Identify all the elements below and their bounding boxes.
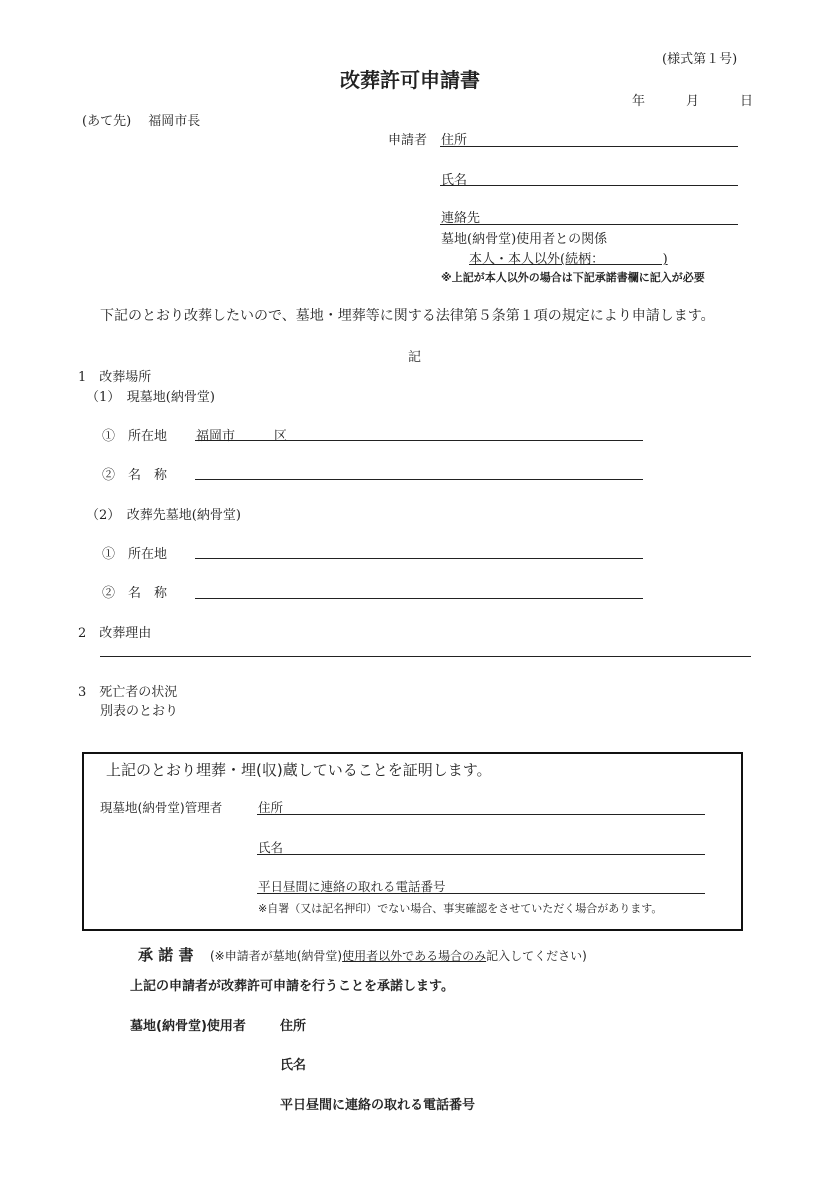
date-day: 日: [740, 94, 754, 109]
section-2-heading: 2 改葬理由: [78, 626, 152, 641]
current-name-field[interactable]: [195, 479, 643, 480]
certificate-heading: 上記のとおり埋葬・埋(収)蔵していることを証明します。: [106, 761, 492, 779]
current-location-label: ① 所在地: [102, 429, 168, 444]
reason-field[interactable]: [100, 656, 751, 657]
relation-options[interactable]: 本人・本人以外(続柄： ): [469, 252, 668, 267]
new-name-label: ② 名 称: [102, 586, 168, 601]
consent-note-suffix: 記入してください): [486, 949, 587, 963]
certificate-note: ※自署（又は記名押印）でない場合、事実確認をさせていただく場合があります。: [258, 902, 663, 915]
ki-label: 記: [408, 350, 422, 365]
applicant-contact-field[interactable]: [440, 224, 738, 225]
applicant-address-field[interactable]: [440, 146, 738, 147]
applicant-label: 申請者: [388, 133, 428, 148]
manager-phone-label: 平日昼間に連絡の取れる電話番号: [258, 879, 446, 894]
form-number: (様式第１号): [662, 52, 738, 67]
date-month: 月: [686, 94, 700, 109]
new-location-label: ① 所在地: [102, 547, 168, 562]
current-name-label: ② 名 称: [102, 468, 168, 483]
application-statement: 下記のとおり改葬したいので、墓地・埋葬等に関する法律第５条第１項の規定により申請します。: [100, 308, 715, 324]
new-location-field[interactable]: [195, 558, 643, 559]
new-name-field[interactable]: [195, 598, 643, 599]
consent-phone-label[interactable]: 平日昼間に連絡の取れる電話番号: [280, 1098, 476, 1113]
date-year: 年: [632, 94, 646, 109]
page-title: 改葬許可申請書: [340, 68, 480, 92]
consent-name-label[interactable]: 氏名: [280, 1058, 307, 1073]
manager-name-field[interactable]: [257, 854, 705, 855]
section-1-heading: 1 改葬場所: [78, 370, 152, 385]
section-3-heading: 3 死亡者の状況: [78, 685, 178, 700]
manager-address-field[interactable]: [257, 814, 705, 815]
section-1-2-heading: （2） 改葬先墓地(納骨堂): [86, 508, 241, 523]
consent-note-prefix: (※申請者が墓地(納骨堂): [210, 949, 343, 963]
consent-user-label: 墓地(納骨堂)使用者: [130, 1019, 246, 1034]
addressee: (あて先) 福岡市長: [82, 114, 201, 129]
applicant-contact-label: 連絡先: [441, 211, 481, 226]
consent-statement: 上記の申請者が改葬許可申請を行うことを承諾します。: [130, 979, 454, 994]
consent-note-underlined: 使用者以外である場合のみ: [342, 949, 487, 963]
current-location-value: 福岡市 区: [196, 429, 288, 444]
current-location-field[interactable]: [195, 440, 643, 441]
manager-name-label: 氏名: [258, 840, 284, 855]
relation-label: 墓地(納骨堂)使用者との関係: [441, 232, 608, 247]
consent-note: [210, 947, 587, 964]
consent-address-label[interactable]: 住所: [280, 1019, 307, 1034]
applicant-name-field[interactable]: [440, 185, 738, 186]
section-1-1-heading: （1） 現墓地(納骨堂): [86, 390, 215, 405]
manager-label: 現墓地(納骨堂)管理者: [100, 800, 223, 815]
relation-note: ※上記が本人以外の場合は下記承諾書欄に記入が必要: [441, 271, 705, 284]
applicant-address-label: 住所: [441, 133, 468, 148]
applicant-name-label: 氏名: [441, 173, 468, 188]
section-3-value: 別表のとおり: [100, 704, 179, 719]
consent-title: 承 諾 書: [138, 946, 194, 964]
manager-address-label: 住所: [258, 800, 284, 815]
manager-phone-field[interactable]: [257, 893, 705, 894]
